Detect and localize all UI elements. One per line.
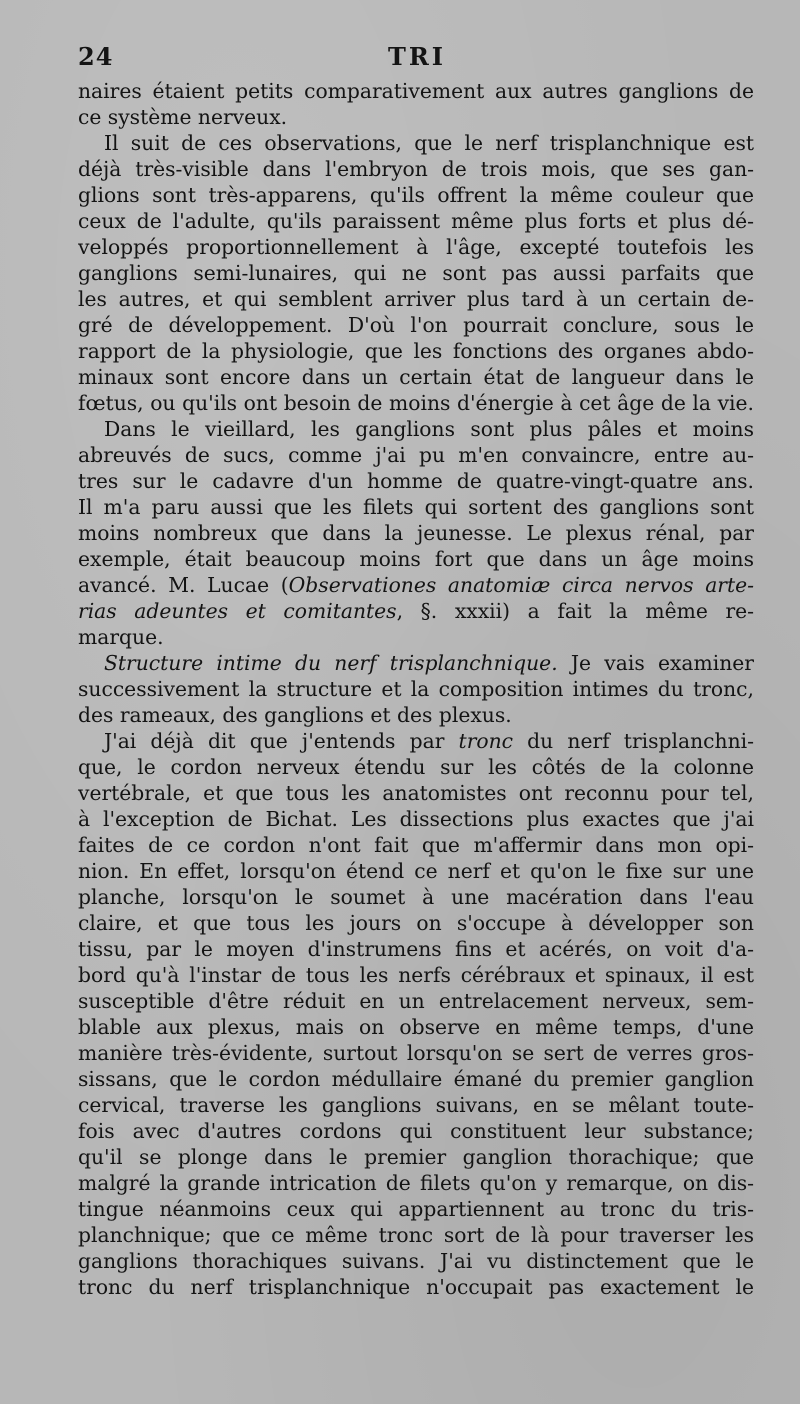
section-heading-line	[78, 650, 754, 676]
body-text	[78, 78, 754, 1300]
text-line: claire, et que tous les jours on s'occupe à développer son	[78, 911, 754, 935]
text-line: fois avec d'autres cordons qui constituent leur substance;	[78, 1119, 754, 1143]
text-line: ceux de l'adulte, qu'ils paraissent même plus forts et plus dé-	[78, 209, 754, 233]
text-line: exemple, était beaucoup moins fort que dans un âge moins	[78, 547, 754, 571]
text-line: planche, lorsqu'on le soumet à une macération dans l'eau	[78, 885, 754, 909]
text-line: glions sont très-apparens, qu'ils offrent la même couleur que	[78, 183, 754, 207]
text-line: bord qu'à l'instar de tous les nerfs cérébraux et spinaux, il est	[78, 963, 754, 987]
emphasis-term: tronc	[458, 729, 514, 753]
text-line: blable aux plexus, mais on observe en même temps, d'une	[78, 1015, 754, 1039]
text-line: ce système nerveux.	[78, 105, 288, 129]
text-line: successivement la structure et la composition intimes du tronc,	[78, 677, 754, 701]
text-line: veloppés proportionnellement à l'âge, excepté toutefois les	[78, 235, 754, 259]
paragraph-start-line: Il suit de ces observations, que le nerf trisplanchnique est	[104, 131, 754, 155]
text-line: nion. En effet, lorsqu'on étend ce nerf et qu'on le fixe sur une	[78, 859, 754, 883]
text-line: susceptible d'être réduit en un entrelacement nerveux, sem-	[78, 989, 754, 1013]
text-line: minaux sont encore dans un certain état de langueur dans le	[78, 365, 754, 389]
text-line: les autres, et qui semblent arriver plus tard à un certain de-	[78, 287, 754, 311]
paragraph-start-line	[78, 728, 754, 754]
text-line-citation	[78, 598, 754, 624]
text-line: fœtus, ou qu'ils ont besoin de moins d'énergie à cet âge de la vie.	[78, 391, 754, 415]
section-heading: Structure intime du nerf trisplanchnique.	[104, 651, 558, 675]
citation-title: Observationes anatomiæ circa nervos arte-	[288, 573, 754, 597]
text-line: cervical, traverse les ganglions suivans, en se mêlant toute-	[78, 1093, 754, 1117]
page-number: 24	[78, 42, 114, 71]
text-segment: du nerf trisplanchni-	[513, 729, 754, 753]
text-line: marque.	[78, 625, 164, 649]
citation-title: rias adeuntes et comitantes	[78, 599, 397, 623]
text-line-citation	[78, 572, 754, 598]
text-line: moins nombreux que dans la jeunesse. Le plexus rénal, par	[78, 521, 754, 545]
text-line: tres sur le cadavre d'un homme de quatre-vingt-quatre ans.	[78, 469, 754, 493]
text-line: que, le cordon nerveux étendu sur les côtés de la colonne	[78, 755, 754, 779]
running-head: TRI	[388, 42, 447, 71]
text-line: malgré la grande intrication de filets qu'on y remarque, on dis-	[78, 1171, 754, 1195]
text-line: sissans, que le cordon médullaire émané du premier ganglion	[78, 1067, 754, 1091]
text-line: manière très-évidente, surtout lorsqu'on se sert de verres gros-	[78, 1041, 754, 1065]
text-line: ganglions semi-lunaires, qui ne sont pas aussi parfaits que	[78, 261, 754, 285]
text-line: faites de ce cordon n'ont fait que m'affermir dans mon opi-	[78, 833, 754, 857]
text-line: tissu, par le moyen d'instrumens fins et acérés, on voit d'a-	[78, 937, 754, 961]
text-line: déjà très-visible dans l'embryon de trois mois, que ses gan-	[78, 157, 754, 181]
text-line: planchnique; que ce même tronc sort de là pour traverser les	[78, 1223, 754, 1247]
page-header	[78, 42, 754, 76]
text-line: naires étaient petits comparativement aux autres ganglions de	[78, 79, 754, 103]
text-line: rapport de la physiologie, que les fonctions des organes abdo-	[78, 339, 754, 363]
text-line: ganglions thorachiques suivans. J'ai vu distinctement que le	[78, 1249, 754, 1273]
text-line: tronc du nerf trisplanchnique n'occupait pas exactement le	[78, 1275, 754, 1299]
text-line: des rameaux, des ganglions et des plexus.	[78, 703, 512, 727]
text-segment: J'ai déjà dit que j'entends par	[104, 729, 459, 753]
paragraph-start-line: Dans le vieillard, les ganglions sont plus pâles et moins	[104, 417, 754, 441]
text-line: vertébrale, et que tous les anatomistes ont reconnu pour tel,	[78, 781, 754, 805]
text-line: abreuvés de sucs, comme j'ai pu m'en convaincre, entre au-	[78, 443, 754, 467]
citation-text: , §. xxxii) a fait la même re-	[396, 599, 754, 623]
text-line: qu'il se plonge dans le premier ganglion thorachique; que	[78, 1145, 754, 1169]
text-line: tingue néanmoins ceux qui appartiennent au tronc du tris-	[78, 1197, 754, 1221]
text-line: Il m'a paru aussi que les filets qui sortent des ganglions sont	[78, 495, 754, 519]
text-line: à l'exception de Bichat. Les dissections plus exactes que j'ai	[78, 807, 754, 831]
citation-text: avancé. M. Lucae (	[78, 573, 289, 597]
text-line: gré de développement. D'où l'on pourrait conclure, sous le	[78, 313, 754, 337]
section-text: Je vais examiner	[557, 651, 754, 675]
